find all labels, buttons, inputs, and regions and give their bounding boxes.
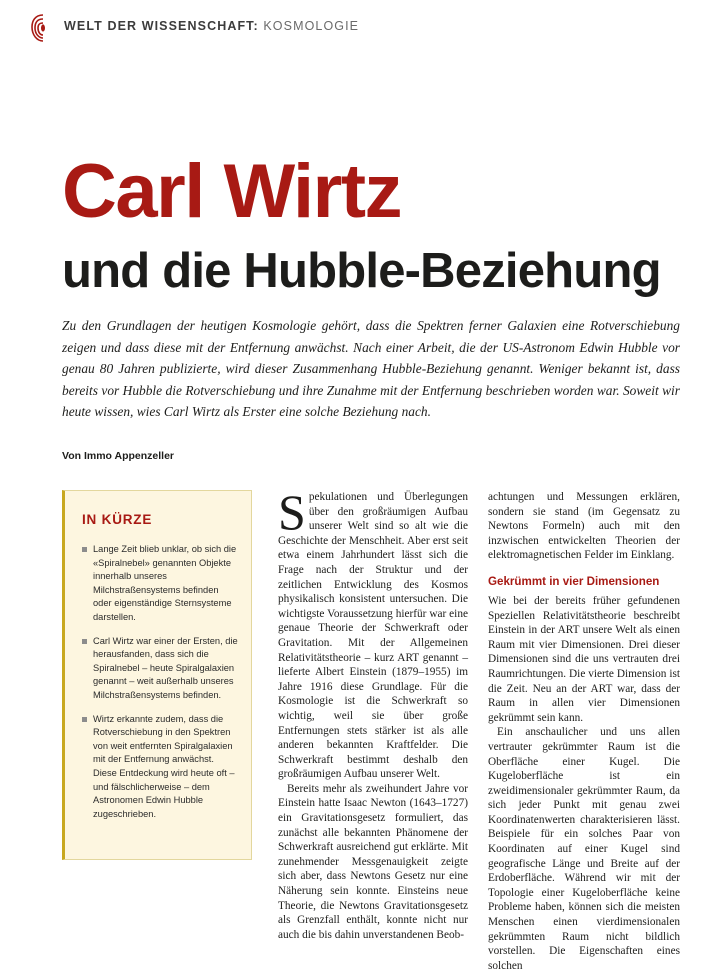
- list-item: Carl Wirtz war einer der Ersten, die herausfanden, dass sich die Spiralnebel – heute Spiralgalaxien genannt – weit außerhalb unseres Milchstraßensystems befinden.: [82, 635, 238, 703]
- section-subheading: Gekrümmt in vier Dimensionen: [488, 574, 660, 588]
- body-paragraph-text: pekulationen und Überlegungen über den großräumigen Aufbau unserer Welt sind so alt wie die Geschichte der Menschheit. Aber erst seit etwa einem Jahrhundert lässt sich die Frage nach der Struktur und der zeitlichen Entwicklung des Kosmos physikalisch konsistent untersuchen. Die wichtigste Voraussetzung hierfür war eine genaue Theorie der Schwerkraft oder Gravitation. Mit der Allgemeinen Relativitätstheorie – kurz ART genannt – lieferte Albert Einstein (1879–1955) im Jahre 1916 diese Grundlage. Für die Kosmologie ist die Schwerkraft so wichtig, weil sie über große Entfernungen stets stärker ist als alle anderen bekannten Kraftfelder. Die Schwerkraft bestimmt deshalb den großräumigen Aufbau unserer Welt.: [278, 491, 468, 781]
- in-kuerze-box: [62, 490, 252, 860]
- running-head-series: WELT DER WISSENSCHAFT:: [64, 19, 259, 33]
- in-kuerze-list: [65, 543, 251, 821]
- page-title: [62, 149, 687, 299]
- list-item: Lange Zeit blieb unklar, ob sich die «Spiralnebel» genannten Objekte innerhalb unseres Milchstraßensystems befinden oder eigenständige Sternsysteme darstellen.: [82, 543, 238, 625]
- lead-paragraph: Zu den Grundlagen der heutigen Kosmologie gehört, dass die Spektren ferner Galaxien eine Rotverschiebung zeigen und dass diese mit der Entfernung anwächst. Nach einer Arbeit, die der US-Astronom Edwin Hubble vor genau 80 Jahren publizierte, wird dieser Zusammenhang Hubble-Beziehung genannt. Weniger bekannt ist, dass bereits vor Hubble die Rotverschiebung und ihre Zunahme mit der Entfernung beschrieben worden war. Soweit wir heute wissen, wies Carl Wirtz als Erster eine solche Beziehung nach.: [62, 318, 680, 419]
- body-paragraph: Wie bei der bereits früher gefundenen Speziellen Relativitätstheorie beschreibt Einstein in der ART unsere Welt als einen Raum mit vier Dimensionen. Drei dieser Dimensionen sind die uns vertrauten drei Raumrichtungen. Die vierte Dimension ist die Zeit. Neu an der ART war, dass der Raum in allen vier Dimensionen gekrümmt sein kann.: [488, 594, 680, 724]
- spiral-galaxy-logo-icon: [30, 13, 56, 43]
- running-head-text: [64, 19, 359, 33]
- body-paragraph: Ein anschaulicher und uns allen vertrauter gekrümmter Raum ist die Oberfläche einer Kugel. Die Kugeloberfläche ist ein zweidimensionaler gekrümmter Raum, da sich jeder Punkt mit genau zwei Koordinatenwerten charakterisieren lässt. Beispiele für ein solches Paar von Koordinaten auf einer Kugel sind geografische Länge und Breite auf der Erdoberfläche. Während wir mit der Topologie einer Kugeloberfläche keine Probleme haben, können sich die meisten Menschen einen vierdimensionalen gekrümmten Raum nicht bildlich vorstellen. Die Eigenschaften eines solchen: [488, 726, 680, 972]
- body-paragraph: [278, 484, 468, 782]
- title-subtitle: und die Hubble-Beziehung: [62, 244, 661, 298]
- running-head: [0, 0, 720, 56]
- byline: Von Immo Appenzeller: [62, 450, 175, 462]
- title-main: Carl Wirtz: [62, 149, 402, 234]
- list-item: Wirtz erkannte zudem, dass die Rotverschiebung in den Spektren von weit entfernten Spiralgalaxien mit der Entfernung anwächst. Diese Entdeckung wird heute oft – und fälschlicherweise – dem Astronomen Edwin Hubble zugeschrieben.: [82, 713, 238, 822]
- drop-cap: S: [278, 484, 306, 540]
- in-kuerze-title: IN KÜRZE: [82, 512, 153, 527]
- body-paragraph: achtungen und Messungen erklären, sondern sie stand (im Gegensatz zu Newtons Formeln) auch mit den inzwischen entwickelten Theorien der elektromagnetischen Felder im Einklang.: [488, 491, 680, 562]
- body-column-right: [488, 490, 680, 973]
- body-paragraph: Bereits mehr als zweihundert Jahre vor Einstein hatte Isaac Newton (1643–1727) ein Gravitationsgesetz formuliert, das zunächst alle bekannten Phänomene der Schwerkraft ausreichend gut erklärte. Mit zunehmender Messgenauigkeit zeigte sich aber, dass Newtons Gesetz nur eine Näherung sein konnte. Einsteins neue Theorie, die Newtons Gravitationsgesetz als Grenzfall enthält, konnte nicht nur auch die bis dahin unverstandenen Beob-: [278, 782, 468, 941]
- body-column-middle: [278, 484, 468, 942]
- running-head-topic: KOSMOLOGIE: [263, 19, 360, 33]
